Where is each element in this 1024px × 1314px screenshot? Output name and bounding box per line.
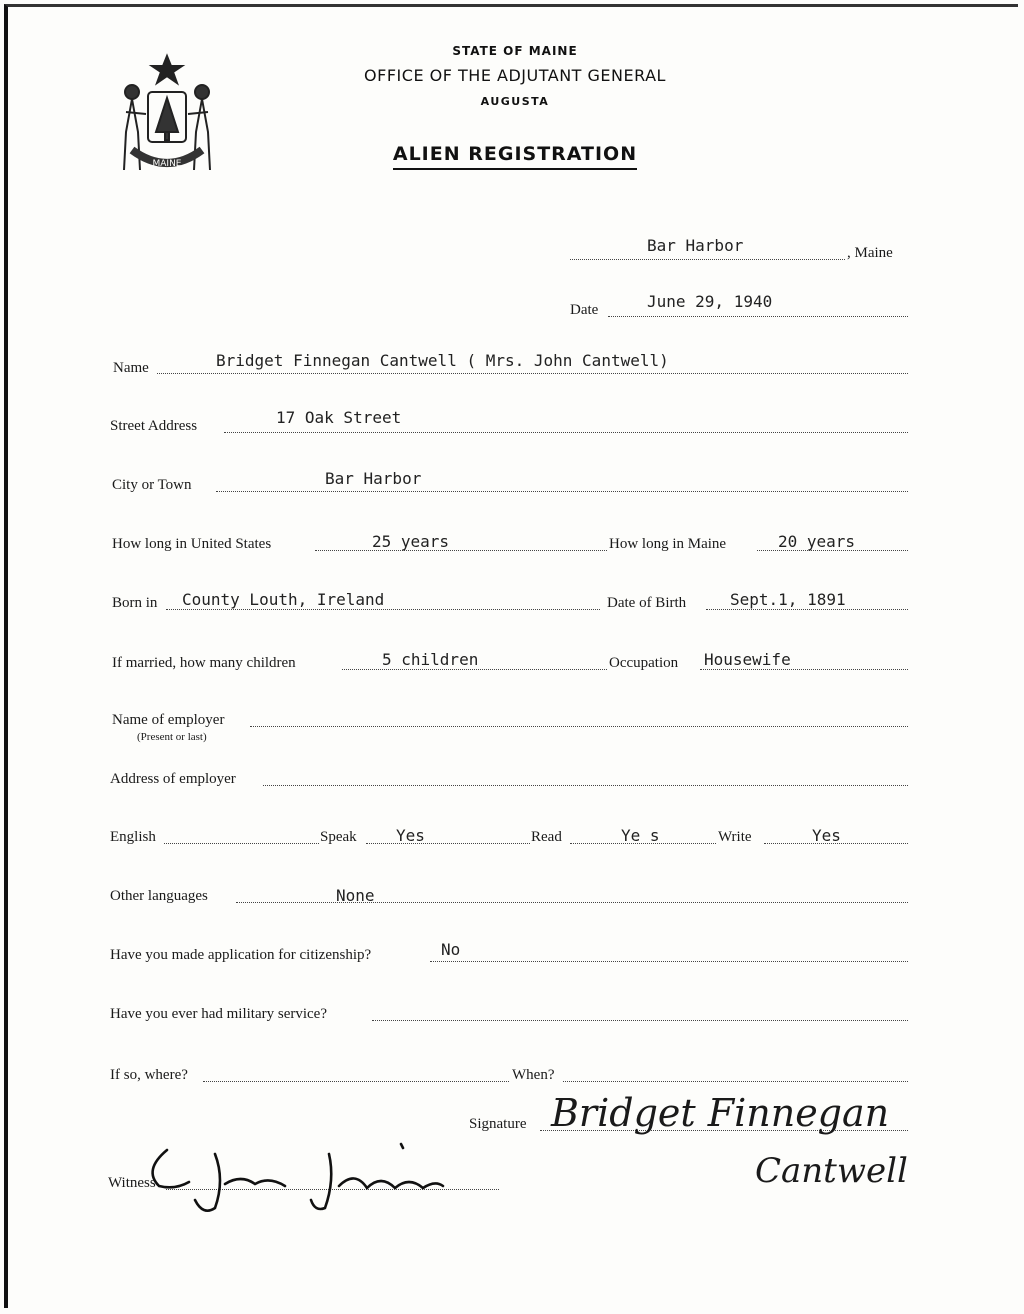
speak-value[interactable]: Yes xyxy=(396,826,425,845)
if-so-where-line[interactable] xyxy=(203,1081,509,1082)
signature-label: Signature xyxy=(469,1116,527,1132)
children-value[interactable]: 5 children xyxy=(382,650,479,669)
date-of-birth-label: Date of Birth xyxy=(607,595,687,611)
date-value[interactable]: June 29, 1940 xyxy=(647,292,773,311)
place-value[interactable]: Bar Harbor xyxy=(647,236,744,255)
write-value[interactable]: Yes xyxy=(812,826,841,845)
date-of-birth-line xyxy=(706,609,908,610)
city-value[interactable]: Bar Harbor xyxy=(325,469,422,488)
street-address-label: Street Address xyxy=(110,418,198,434)
military-label: Have you ever had military service? xyxy=(110,1006,327,1022)
occupation-label: Occupation xyxy=(609,655,679,671)
signature-line1: Bridget Finnegan xyxy=(551,1091,890,1135)
witness-label: Witness xyxy=(108,1175,156,1191)
name-line xyxy=(157,373,908,374)
if-so-where-label: If so, where? xyxy=(110,1067,188,1083)
english-line xyxy=(164,843,319,844)
military-line[interactable] xyxy=(372,1020,908,1021)
signature-handwriting xyxy=(545,1082,935,1192)
name-value[interactable]: Bridget Finnegan Cantwell ( Mrs. John Cantwell) xyxy=(216,351,669,370)
date-line xyxy=(608,316,908,317)
place-line xyxy=(570,259,845,260)
maine-state-seal-icon xyxy=(112,52,222,182)
signature-line2: Cantwell xyxy=(755,1151,908,1191)
born-in-line xyxy=(166,609,600,610)
english-label: English xyxy=(110,829,156,845)
children-line xyxy=(342,669,607,670)
speak-line xyxy=(366,843,530,844)
how-long-us-value[interactable]: 25 years xyxy=(372,532,450,551)
street-address-line xyxy=(224,432,908,433)
write-label: Write xyxy=(718,829,752,845)
how-long-maine-value[interactable]: 20 years xyxy=(778,532,856,551)
office-heading: OFFICE OF THE ADJUTANT GENERAL xyxy=(364,66,666,85)
date-label: Date xyxy=(570,302,599,318)
citizenship-line xyxy=(430,961,908,962)
seal-banner-text: MAINE xyxy=(152,159,182,169)
employer-name-sublabel: (Present or last) xyxy=(137,731,207,743)
how-long-maine-label: How long in Maine xyxy=(609,536,727,552)
employer-address-label: Address of employer xyxy=(110,771,236,787)
witness-signature-scrawl xyxy=(145,1130,455,1220)
other-languages-value[interactable]: None xyxy=(336,886,375,905)
other-languages-label: Other languages xyxy=(110,888,208,904)
born-in-value[interactable]: County Louth, Ireland xyxy=(182,590,385,609)
born-in-label: Born in xyxy=(112,595,158,611)
how-long-us-label: How long in United States xyxy=(112,536,272,552)
occupation-value[interactable]: Housewife xyxy=(704,650,791,669)
city-heading: AUGUSTA xyxy=(480,95,550,108)
employer-name-line[interactable] xyxy=(250,726,908,727)
place-suffix: , Maine xyxy=(847,245,893,261)
citizenship-label: Have you made application for citizenship? xyxy=(110,947,372,963)
read-label: Read xyxy=(531,829,562,845)
employer-name-label: Name of employer xyxy=(112,712,225,728)
speak-label: Speak xyxy=(320,829,357,845)
state-heading: STATE OF MAINE xyxy=(452,44,578,58)
children-label: If married, how many children xyxy=(112,655,296,671)
city-label: City or Town xyxy=(112,477,192,493)
occupation-line xyxy=(700,669,908,670)
how-long-us-line xyxy=(315,550,607,551)
street-address-value[interactable]: 17 Oak Street xyxy=(276,408,402,427)
when-label: When? xyxy=(512,1067,555,1083)
form-title: ALIEN REGISTRATION xyxy=(300,143,730,165)
employer-address-line[interactable] xyxy=(263,785,908,786)
citizenship-value[interactable]: No xyxy=(441,940,461,959)
date-of-birth-value[interactable]: Sept.1, 1891 xyxy=(730,590,846,609)
name-label: Name xyxy=(113,360,149,376)
read-value[interactable]: Ye s xyxy=(621,826,660,845)
city-line xyxy=(216,491,908,492)
